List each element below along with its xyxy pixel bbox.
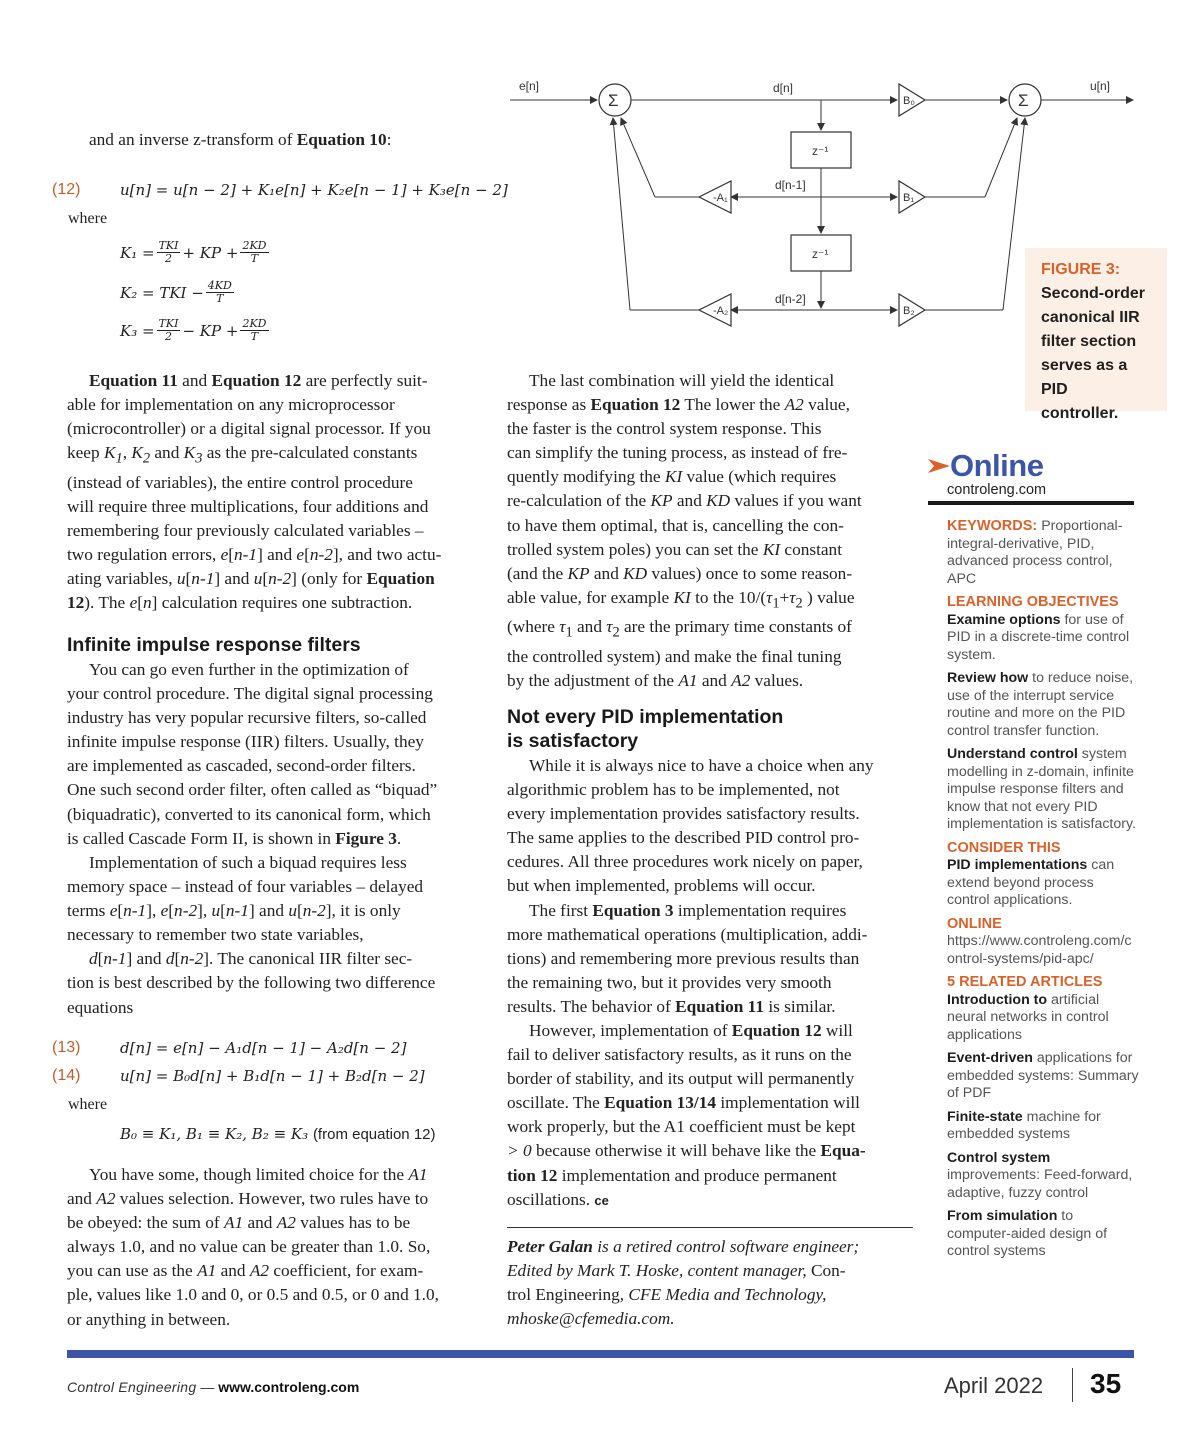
text-line: are implemented as cascaded, second-order filters. [67, 756, 416, 776]
text-line: algorithmic problem has to be implemented, not [507, 780, 840, 800]
text-line: work properly, but the A1 coefficient must be kept [507, 1117, 856, 1137]
k2-num: 4KD [207, 279, 232, 292]
item-rest: artificial neural networks in control applications [947, 991, 1109, 1043]
gain-a1: -A₁ [713, 192, 728, 204]
text-line: equations [67, 997, 134, 1017]
label-un: u[n] [1090, 79, 1111, 93]
footer-magazine: Control Engineering [67, 1379, 197, 1395]
footer-dash: — [196, 1379, 219, 1395]
text-line: and A2 values selection. However, two rules have to [67, 1189, 429, 1209]
k2-lhs: K₂ = TKI − [120, 283, 204, 302]
text-line: response as Equation 12 The lower the A2 value, [507, 395, 850, 415]
objectives-label: LEARNING OBJECTIVES [947, 594, 1119, 610]
caption-line: controller. [1041, 405, 1119, 422]
text-line: industry has very popular recursive filters, so-called [67, 708, 427, 728]
keywords-text: Proportional-integral-derivative, PID, advanced process control, APC [947, 518, 1123, 587]
author-bio [507, 1235, 917, 1331]
item-rest: to reduce noise, use of the interrupt service routine and more on the PID control transfer function. [947, 670, 1134, 739]
heading-iir: Infinite impulse response filters [67, 634, 361, 656]
left-paragraph-2 [67, 658, 487, 851]
left-paragraph-1 [67, 369, 487, 615]
text-line: the faster is the control system response. This [507, 419, 822, 439]
page-number: 35 [1090, 1368, 1122, 1399]
caption-line: serves as a PID [1041, 357, 1128, 398]
text-line: the remaining two, but it provides very smooth [507, 973, 832, 993]
heading-not-every-pid [507, 705, 783, 753]
item-rest: improvements: Feed-forward, adaptive, fuzzy control [947, 1167, 1133, 1201]
heading-line-2: is satisfactory [507, 730, 639, 752]
figure-caption [1025, 248, 1167, 422]
item-rest: applications for embedded systems: Summary of PDF [947, 1050, 1139, 1101]
k3-den: 2 [165, 330, 173, 343]
k3-lhs: K₃ = [120, 321, 155, 340]
k1-mid: + KP + [182, 243, 239, 262]
online-link[interactable]: https://www.controleng.com/control-systems/pid-apc/ [947, 933, 1132, 967]
text-line: be obeyed: the sum of A1 and A2 values has to be [67, 1213, 411, 1233]
online-logo-rule [928, 501, 1134, 505]
equation-k3 [120, 318, 271, 343]
item-bold: Review how [947, 670, 1029, 686]
equation-12: u[n] = u[n − 2] + K₁e[n] + K₂e[n − 1] + K₃e[n − 2] [120, 181, 508, 199]
sidebar-list-item [947, 1150, 1139, 1203]
text-line: the controlled system) and make the final tuning [507, 646, 842, 666]
item-rest: machine for embedded systems [947, 1108, 1101, 1142]
k3-den2: T [250, 330, 259, 343]
text-line: Equation 11 and Equation 12 are perfectly suit- [89, 371, 428, 390]
sidebar-list-item [947, 992, 1139, 1045]
text-line: Implementation of such a biquad requires less [89, 853, 407, 872]
footer-divider [1072, 1368, 1073, 1402]
consider-bold: PID implementations [947, 857, 1088, 873]
k1-num2: 2KD [242, 239, 267, 252]
text-line: The first Equation 3 implementation requires [529, 901, 847, 920]
text-line: will require three multiplications, four additions and [67, 496, 429, 516]
keywords-label: KEYWORDS: [947, 518, 1038, 534]
text-line: can simplify the tuning process, as instead of fre- [507, 443, 848, 463]
b-definitions [120, 1125, 436, 1143]
online-label: ONLINE [947, 915, 1002, 932]
text-line: tion 12 implementation and produce permanent [507, 1165, 837, 1185]
item-rest: for use of PID in a discrete-time control system. [947, 611, 1130, 663]
text-line: Peter Galan is a retired control software engineer; [507, 1237, 860, 1256]
text-line: more mathematical operations (multiplication, addi- [507, 925, 868, 945]
sigma-left: Σ [608, 91, 619, 110]
sidebar-info [947, 518, 1139, 1267]
text-line: oscillations. ce [507, 1189, 609, 1209]
sidebar-list-item [947, 746, 1139, 834]
text-line: oscillate. The Equation 13/14 implementation will [507, 1093, 860, 1113]
z-inverse-2: z⁻¹ [812, 247, 829, 261]
equation-k2 [120, 280, 236, 305]
text-line: is called Cascade Form II, is shown in Figure 3. [67, 828, 402, 848]
text-line: trolled system poles) you can set the KI constant [507, 539, 843, 559]
text-line: tion is best described by the following two difference [67, 973, 436, 993]
text-line: trol Engineering, CFE Media and Technology, [507, 1285, 827, 1305]
text-line: border of stability, and its output will permanently [507, 1069, 855, 1089]
text-line: memory space – instead of four variables – delayed [67, 877, 424, 897]
related-list [947, 992, 1139, 1261]
k1-lhs: K₁ = [120, 243, 155, 262]
text-line: terms e[n-1], e[n-2], u[n-1] and u[n-2], it is only [67, 901, 401, 921]
text-line: or anything in between. [67, 1309, 231, 1329]
text-line: able for implementation on any microprocessor [67, 395, 395, 415]
text-line: every implementation provides satisfactory results. [507, 804, 860, 824]
middle-paragraph-2 [507, 754, 917, 899]
b-def-tail: (from equation 12) [312, 1126, 436, 1143]
equation-13-number: (13) [52, 1039, 81, 1056]
text-line: Edited by Mark T. Hoske, content manager, Con- [507, 1261, 846, 1281]
where-label-2: where [68, 1096, 108, 1113]
footer-masthead [67, 1379, 359, 1395]
footer-date: April 2022 [944, 1373, 1044, 1398]
middle-paragraph-3 [507, 899, 917, 1019]
equation-14: u[n] = B₀d[n] + B₁d[n − 1] + B₂d[n − 2] [120, 1067, 425, 1085]
item-bold: Examine options [947, 611, 1061, 628]
text-line: (instead of variables), the entire control procedure [67, 472, 413, 492]
consider-rest: can extend beyond process control applications. [947, 857, 1115, 908]
item-bold: Introduction to [947, 991, 1048, 1008]
label-dn1: d[n-1] [775, 178, 806, 192]
b-def: B₀ ≡ K₁, B₁ ≡ K₂, B₂ ≡ K₃ [120, 1125, 309, 1143]
gain-b0: B₀ [903, 95, 915, 107]
heading-line-1: Not every PID implementation [507, 706, 784, 728]
text-line: able value, for example KI to the $10/(\tau_1+\tau_2$ ) value [507, 587, 855, 612]
text-line: re-calculation of the KP and KD values if you want [507, 491, 862, 511]
left-paragraph-3 [67, 851, 487, 1020]
text-line: The same applies to the described PID control pro- [507, 828, 860, 848]
text-line: quently modifying the KI value (which requires [507, 467, 837, 487]
text-line: you can use as the A1 and A2 coefficient, for exam- [67, 1261, 424, 1281]
caption-line: filter section [1041, 333, 1137, 350]
text-line: You can go even further in the optimization of [89, 660, 409, 679]
text-line: ple, values like 1.0 and 0, or 0.5 and 0.5, or 0 and 1.0, [67, 1285, 439, 1305]
k3-num: TKI [158, 317, 179, 330]
text-line: > 0 because otherwise it will behave like the Equa- [507, 1141, 866, 1161]
text-line: remembering four previously calculated variables – [67, 521, 424, 541]
sigma-right: Σ [1018, 91, 1029, 110]
online-logo-url: controleng.com [947, 482, 1047, 498]
left-paragraph-4 [67, 1163, 487, 1332]
k1-num: TKI [158, 239, 179, 252]
item-bold: Understand control [947, 746, 1078, 762]
related-label: 5 RELATED ARTICLES [947, 974, 1103, 990]
text-line: (and the KP and KD values) once to some reason- [507, 563, 853, 583]
caption-line: canonical IIR [1041, 309, 1140, 326]
item-bold: Event-driven [947, 1050, 1033, 1066]
text-line: but when implemented, problems will occur. [507, 876, 816, 896]
text-line: While it is always nice to have a choice when any [529, 756, 874, 775]
text-line: to have them optimal, that is, cancelling the con- [507, 515, 844, 535]
figure-caption-text [1041, 282, 1157, 426]
text-line: ating variables, u[n-1] and u[n-2] (only for Equation [67, 569, 435, 589]
online-logo [928, 450, 1134, 505]
item-rest: system modelling in z-domain, infinite impulse response filters and know that not every PID implementation is satisfactory. [947, 746, 1136, 832]
keywords-section [947, 518, 1139, 588]
item-bold: From simulation [947, 1208, 1058, 1224]
figure-label: FIGURE 3: [1041, 261, 1121, 278]
gain-b2: B₂ [903, 305, 915, 317]
middle-paragraph-1 [507, 369, 917, 693]
text-line: (microcontroller) or a digital signal processor. If you [67, 419, 431, 439]
label-dn: d[n] [773, 81, 794, 95]
text-line: 12). The e[n] calculation requires one subtraction. [67, 593, 413, 613]
equation-13: d[n] = e[n] − A₁d[n − 1] − A₂d[n − 2] [120, 1039, 407, 1057]
text-line: fail to deliver satisfactory results, as it runs on the [507, 1045, 852, 1065]
equation-14-number: (14) [52, 1067, 81, 1084]
sidebar-list-item [947, 612, 1139, 665]
gain-a2: -A₂ [713, 305, 729, 317]
consider-label: CONSIDER THIS [947, 839, 1061, 856]
item-bold: Finite-state [947, 1108, 1023, 1125]
footer-site[interactable]: www.controleng.com [218, 1379, 360, 1395]
text-line: necessary to remember two state variables, [67, 925, 364, 945]
gain-b1: B₁ [903, 192, 915, 204]
sidebar-list-item [947, 670, 1139, 740]
text-line: keep $K_1$, $K_2$ and $K_3$ as the pre-calculated constants [67, 443, 418, 467]
where-label-1: where [68, 210, 108, 227]
equation-k1 [120, 240, 271, 265]
caption-line: Second-order [1041, 285, 1146, 302]
text-line: (where $\tau_1$ and $\tau_2$ are the primary time constants of [507, 617, 852, 641]
middle-paragraph-4 [507, 1019, 917, 1213]
bio-divider [507, 1227, 913, 1228]
text-line: (biquadratic), converted to its canonical form, which [67, 804, 431, 824]
text-line: mhoske@cfemedia.com. [507, 1309, 675, 1329]
k2-den: T [216, 292, 224, 305]
text-line: tions) and remembering more previous results than [507, 949, 860, 969]
text-line: by the adjustment of the A1 and A2 values. [507, 671, 804, 691]
k1-den2: T [250, 252, 259, 265]
sidebar-list-item [947, 1050, 1139, 1103]
text-line: You have some, though limited choice for the A1 [89, 1165, 428, 1184]
online-arrow-icon [928, 457, 950, 475]
text-line: cedures. All three procedures work nicely on paper, [507, 852, 863, 872]
intro-line: and an inverse z-transform of Equation 10: [89, 130, 392, 149]
k3-mid: − KP + [182, 321, 239, 340]
online-logo-word: Online [950, 448, 1044, 483]
k3-num2: 2KD [242, 317, 267, 330]
text-line: your control procedure. The digital signal processing [67, 684, 433, 704]
objectives-list [947, 612, 1139, 834]
footer-bar [67, 1350, 1134, 1358]
label-en: e[n] [519, 79, 540, 93]
equation-12-number: (12) [52, 181, 81, 198]
sidebar-list-item [947, 1208, 1139, 1261]
consider-text [947, 857, 1139, 910]
label-dn2: d[n-2] [775, 292, 806, 306]
text-line: The last combination will yield the identical [529, 371, 835, 390]
text-line: One such second order filter, often called as “biquad” [67, 780, 438, 800]
text-line: results. The behavior of Equation 11 is similar. [507, 997, 836, 1017]
text-line: d[n-1] and d[n-2]. The canonical IIR filter sec- [89, 949, 413, 969]
z-inverse-1: z⁻¹ [812, 144, 829, 158]
sidebar-list-item [947, 1109, 1139, 1144]
text-line: two regulation errors, e[n-1] and e[n-2], and two actu- [67, 545, 442, 565]
item-rest: to computer-aided design of control systems [947, 1208, 1108, 1259]
k1-den: 2 [165, 252, 173, 265]
text-line: infinite impulse response (IIR) filters. Usually, they [67, 732, 424, 752]
item-bold: Control system [947, 1149, 1051, 1166]
text-line: always 1.0, and no value can be greater than 1.0. So, [67, 1237, 431, 1257]
text-line: However, implementation of Equation 12 will [529, 1021, 853, 1040]
